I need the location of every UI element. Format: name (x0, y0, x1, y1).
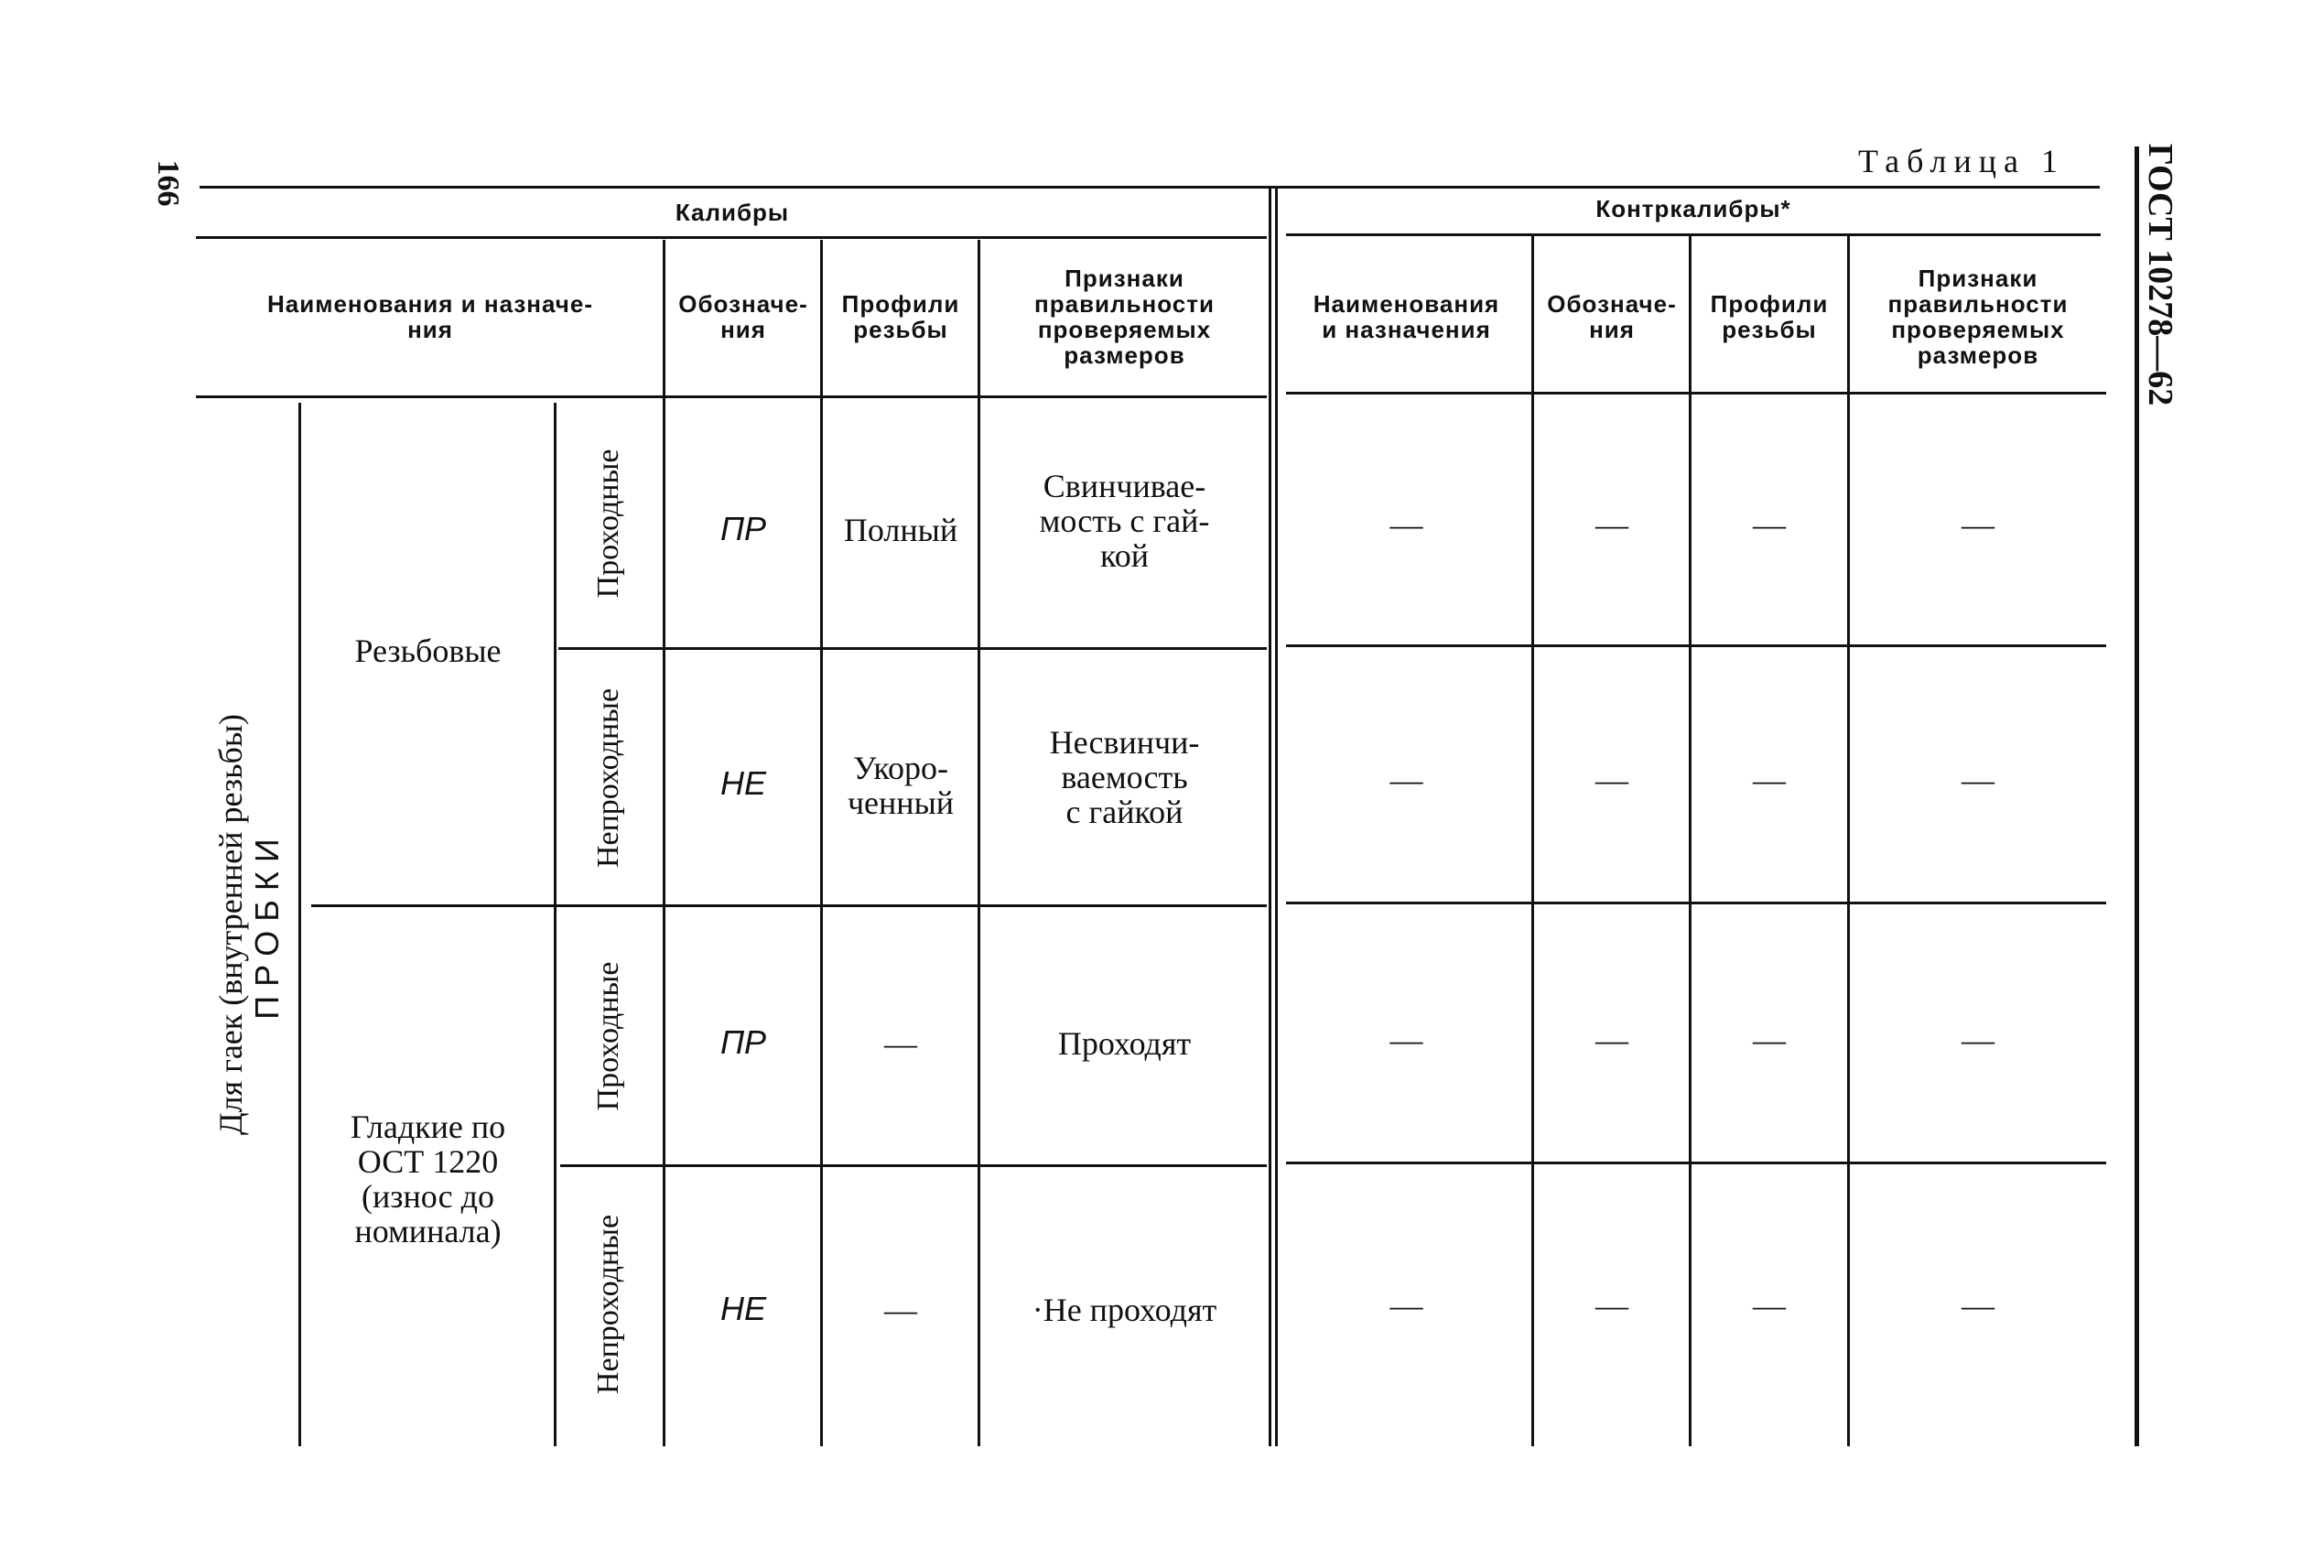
counter-col-profile-left (1689, 236, 1692, 1446)
row3-counter-signs: — (1962, 1022, 1994, 1058)
calibers-group-rule (196, 236, 1267, 239)
row4-designation: НЕ (719, 1290, 766, 1327)
row3-designation: ПР (719, 1023, 767, 1061)
group-col-right (298, 403, 301, 1446)
table-label: Таблица 1 (1858, 143, 2065, 179)
cal-designation-header: Обозначе- ния (678, 290, 808, 343)
row1-designation: ПР (719, 510, 767, 547)
counter-name-header: Наименования и назначения (1313, 290, 1500, 343)
row4-signs: ·Не проходят (1032, 1292, 1217, 1328)
cal-signs-header: Признаки правильности проверяемых размеров (1034, 265, 1215, 369)
counter-profile-header: Профили резьбы (1710, 290, 1829, 343)
row2-counter-signs: — (1962, 762, 1994, 798)
row4-counter-signs: — (1962, 1287, 1994, 1324)
counter-signs-header: Признаки правильности проверяемых размеров (1887, 265, 2069, 369)
double-divider-b (1275, 189, 1278, 1446)
row2-counter-profile: — (1753, 762, 1786, 798)
row3-signs: Проходят (1057, 1025, 1192, 1062)
row3-counter-profile: — (1753, 1022, 1786, 1058)
group-label: Для гаек (внутренней резьбы) ПРОБКИ (212, 713, 286, 1136)
row4-counter-profile: — (1753, 1287, 1786, 1324)
row4-counter-name: — (1389, 1287, 1423, 1324)
col-profile-left (820, 240, 823, 1446)
page-number: 166 (151, 159, 185, 207)
calibers-header: Калибры (675, 199, 790, 226)
row4-profile: — (884, 1292, 917, 1328)
standard-designation: ГОСТ 10278—62 (2141, 143, 2179, 406)
col-signs-left (978, 240, 980, 1446)
row3-profile: — (884, 1025, 917, 1062)
counter-col-signs-left (1847, 236, 1850, 1446)
group-divider-rule-left (311, 904, 1267, 907)
row2-designation: НЕ (719, 764, 766, 802)
counter-group-rule (1286, 233, 2101, 236)
cal-name-header: Наименования и назначе- ния (266, 290, 594, 343)
counter-calibers-header: Контркалибры* (1595, 195, 1791, 222)
table-top-rule (200, 186, 2100, 189)
row1-counter-signs: — (1962, 506, 1994, 543)
row1-signs: Свинчивае- мость с гай- кой (1039, 468, 1210, 574)
row1-counter-name: — (1389, 506, 1423, 543)
row3-type: Проходные (591, 961, 625, 1111)
row4-counter-designation: — (1595, 1287, 1628, 1324)
row1-bottom-rule-right (1286, 644, 2106, 647)
row2-signs: Несвинчи- ваемость с гайкой (1049, 724, 1200, 830)
row2-counter-designation: — (1595, 762, 1628, 798)
smooth-label: Гладкие по ОСТ 1220 (износ до номинала) (350, 1108, 506, 1249)
header-bottom-rule-left (196, 395, 1267, 398)
counter-col-designation-left (1531, 236, 1534, 1446)
kind-col-right (554, 403, 557, 1446)
threaded-label: Резьбовые (354, 633, 502, 669)
row1-profile: Полный (843, 512, 958, 548)
row3-bottom-rule-left (560, 1164, 1267, 1167)
row1-counter-profile: — (1753, 506, 1786, 543)
col-designation-left (663, 240, 665, 1446)
row2-type: Непроходные (591, 687, 625, 869)
row4-type: Непроходные (591, 1214, 625, 1395)
double-divider-a (1269, 189, 1271, 1446)
group-divider-rule-right (1286, 902, 2106, 904)
header-bottom-rule-right (1286, 392, 2106, 395)
row3-counter-name: — (1389, 1022, 1423, 1058)
row1-type: Проходные (591, 449, 625, 599)
row2-counter-name: — (1389, 762, 1423, 798)
row3-bottom-rule-right (1286, 1162, 2106, 1164)
row2-profile: Укоро- ченный (847, 750, 955, 821)
row1-counter-designation: — (1595, 506, 1628, 543)
right-margin-rule (2135, 146, 2139, 1446)
cal-profile-header: Профили резьбы (841, 290, 960, 343)
row3-counter-designation: — (1595, 1022, 1628, 1058)
counter-designation-header: Обозначе- ния (1547, 290, 1677, 343)
